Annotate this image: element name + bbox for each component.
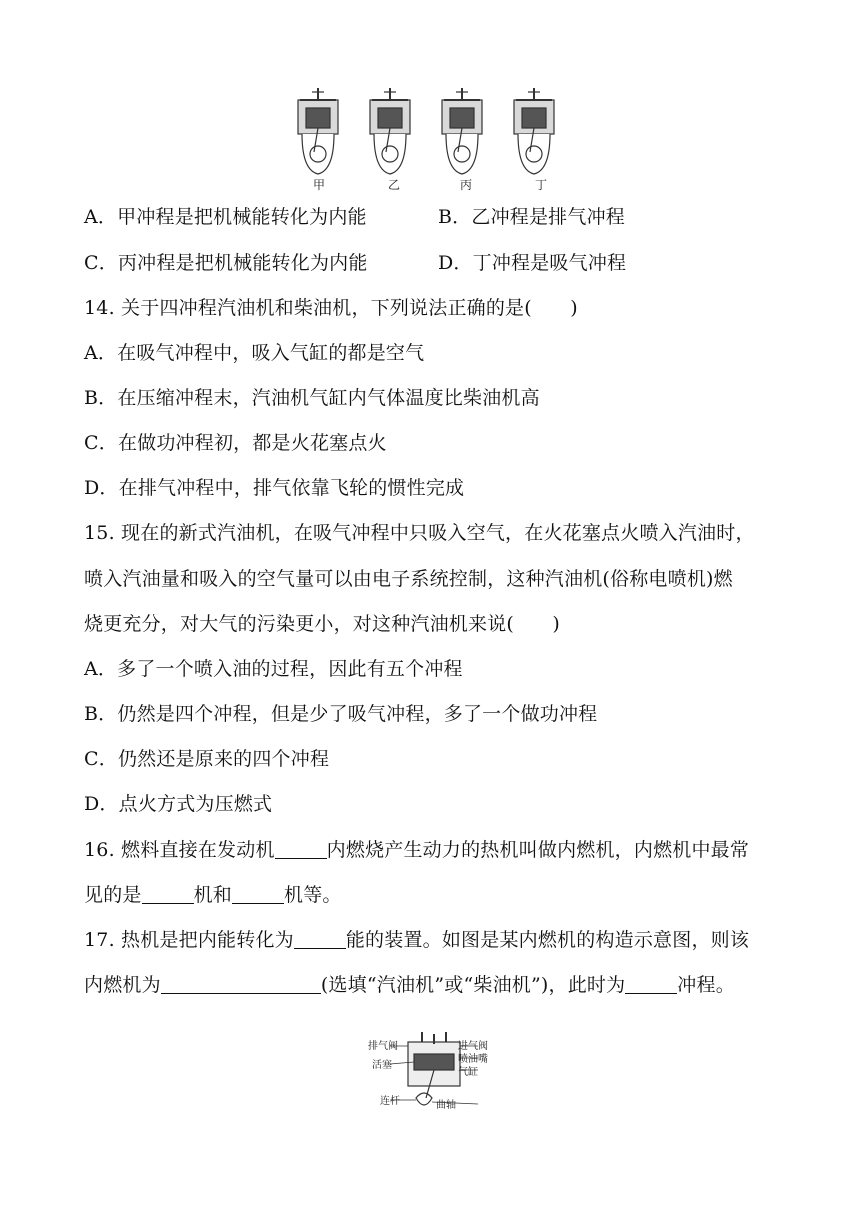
q15-stem-line2: 喷入汽油量和吸入的空气量可以由电子系统控制，这种汽油机(俗称电喷机)燃	[84, 568, 733, 590]
label-piston: 活塞	[372, 1060, 392, 1071]
label-crankshaft: 曲轴	[436, 1100, 456, 1111]
engine-label-yi: 乙	[388, 178, 401, 192]
q16-blank-1[interactable]	[275, 840, 327, 859]
q15-option-d[interactable]: D．点火方式为压燃式	[84, 793, 273, 815]
q16-text-2a: 见的是	[84, 884, 142, 906]
label-cylinder: 气缸	[458, 1067, 478, 1078]
q17-text-1b: 能的装置。如图是某内燃机的构造示意图，则该	[345, 929, 750, 951]
q14-option-d[interactable]: D．在排气冲程中，排气依靠飞轮的惯性完成	[84, 477, 465, 499]
label-injector: 喷油嘴	[458, 1054, 488, 1065]
q15-option-c[interactable]: C．仍然还是原来的四个冲程	[84, 748, 330, 770]
engine-label-bing: 丙	[460, 178, 473, 192]
q13-options-row1	[84, 205, 367, 229]
q13-option-c[interactable]: C．丙冲程是把机械能转化为内能	[84, 252, 368, 274]
engine-diagram-3	[442, 88, 482, 174]
q16-blank-2[interactable]	[142, 885, 194, 904]
q15-option-b[interactable]: B．仍然是四个冲程，但是少了吸气冲程，多了一个做功冲程	[84, 703, 598, 725]
engine-label-ding: 丁	[535, 178, 548, 192]
q17-line2	[84, 973, 735, 997]
engine-diagram-4	[514, 88, 554, 174]
four-stroke-engine-diagrams-icon	[290, 86, 570, 196]
q14-option-c[interactable]: C．在做功冲程初，都是火花塞点火	[84, 432, 387, 454]
q17-blank-1[interactable]	[294, 930, 346, 949]
q16-text-1a: 16. 燃料直接在发动机	[84, 839, 275, 861]
q17-text-2a: 内燃机为	[84, 974, 161, 996]
label-connecting-rod: 连杆	[380, 1096, 400, 1107]
q16-text-2c: 机等。	[284, 884, 342, 906]
q17-text-2c: 冲程。	[677, 974, 735, 996]
q17-text-1a: 17. 热机是把内能转化为	[84, 929, 294, 951]
q16-text-1b: 内燃烧产生动力的热机叫做内燃机，内燃机中最常	[326, 839, 750, 861]
engine-label-jia: 甲	[313, 178, 326, 192]
q15-stem-line1: 15. 现在的新式汽油机，在吸气冲程中只吸入空气，在火花塞点火喷入汽油时，	[84, 522, 755, 544]
q16-line2	[84, 883, 342, 907]
q14-option-a[interactable]: A．在吸气冲程中，吸入气缸的都是空气	[84, 342, 425, 364]
engine-diagram-2	[370, 88, 410, 174]
q17-line1	[84, 928, 749, 952]
label-intake-valve: 进气阀	[458, 1041, 488, 1052]
q14-stem: 14. 关于四冲程汽油机和柴油机，下列说法正确的是( )	[84, 297, 578, 319]
q13-options-row2	[84, 251, 368, 275]
q17-blank-2[interactable]	[161, 975, 321, 994]
q16-blank-3[interactable]	[232, 885, 284, 904]
q14-option-b[interactable]: B．在压缩冲程末，汽油机气缸内气体温度比柴油机高	[84, 387, 540, 409]
q15-option-a[interactable]: A．多了一个喷入油的过程，因此有五个冲程	[84, 658, 463, 680]
q16-line1	[84, 838, 749, 862]
q16-text-2b: 机和	[193, 884, 233, 906]
q13-option-a[interactable]: A．甲冲程是把机械能转化为内能	[84, 206, 367, 228]
q13-option-d[interactable]: D．丁冲程是吸气冲程	[438, 252, 627, 274]
label-exhaust-valve: 排气阀	[368, 1041, 398, 1052]
q13-option-b[interactable]: B．乙冲程是排气冲程	[438, 206, 625, 228]
q15-stem-line3: 烧更充分，对大气的污染更小，对这种汽油机来说( )	[84, 613, 561, 635]
q17-blank-3[interactable]	[625, 975, 677, 994]
engine-diagram-1	[298, 88, 338, 174]
q17-text-2b: (选填“汽油机”或“柴油机”)，此时为	[320, 974, 626, 996]
